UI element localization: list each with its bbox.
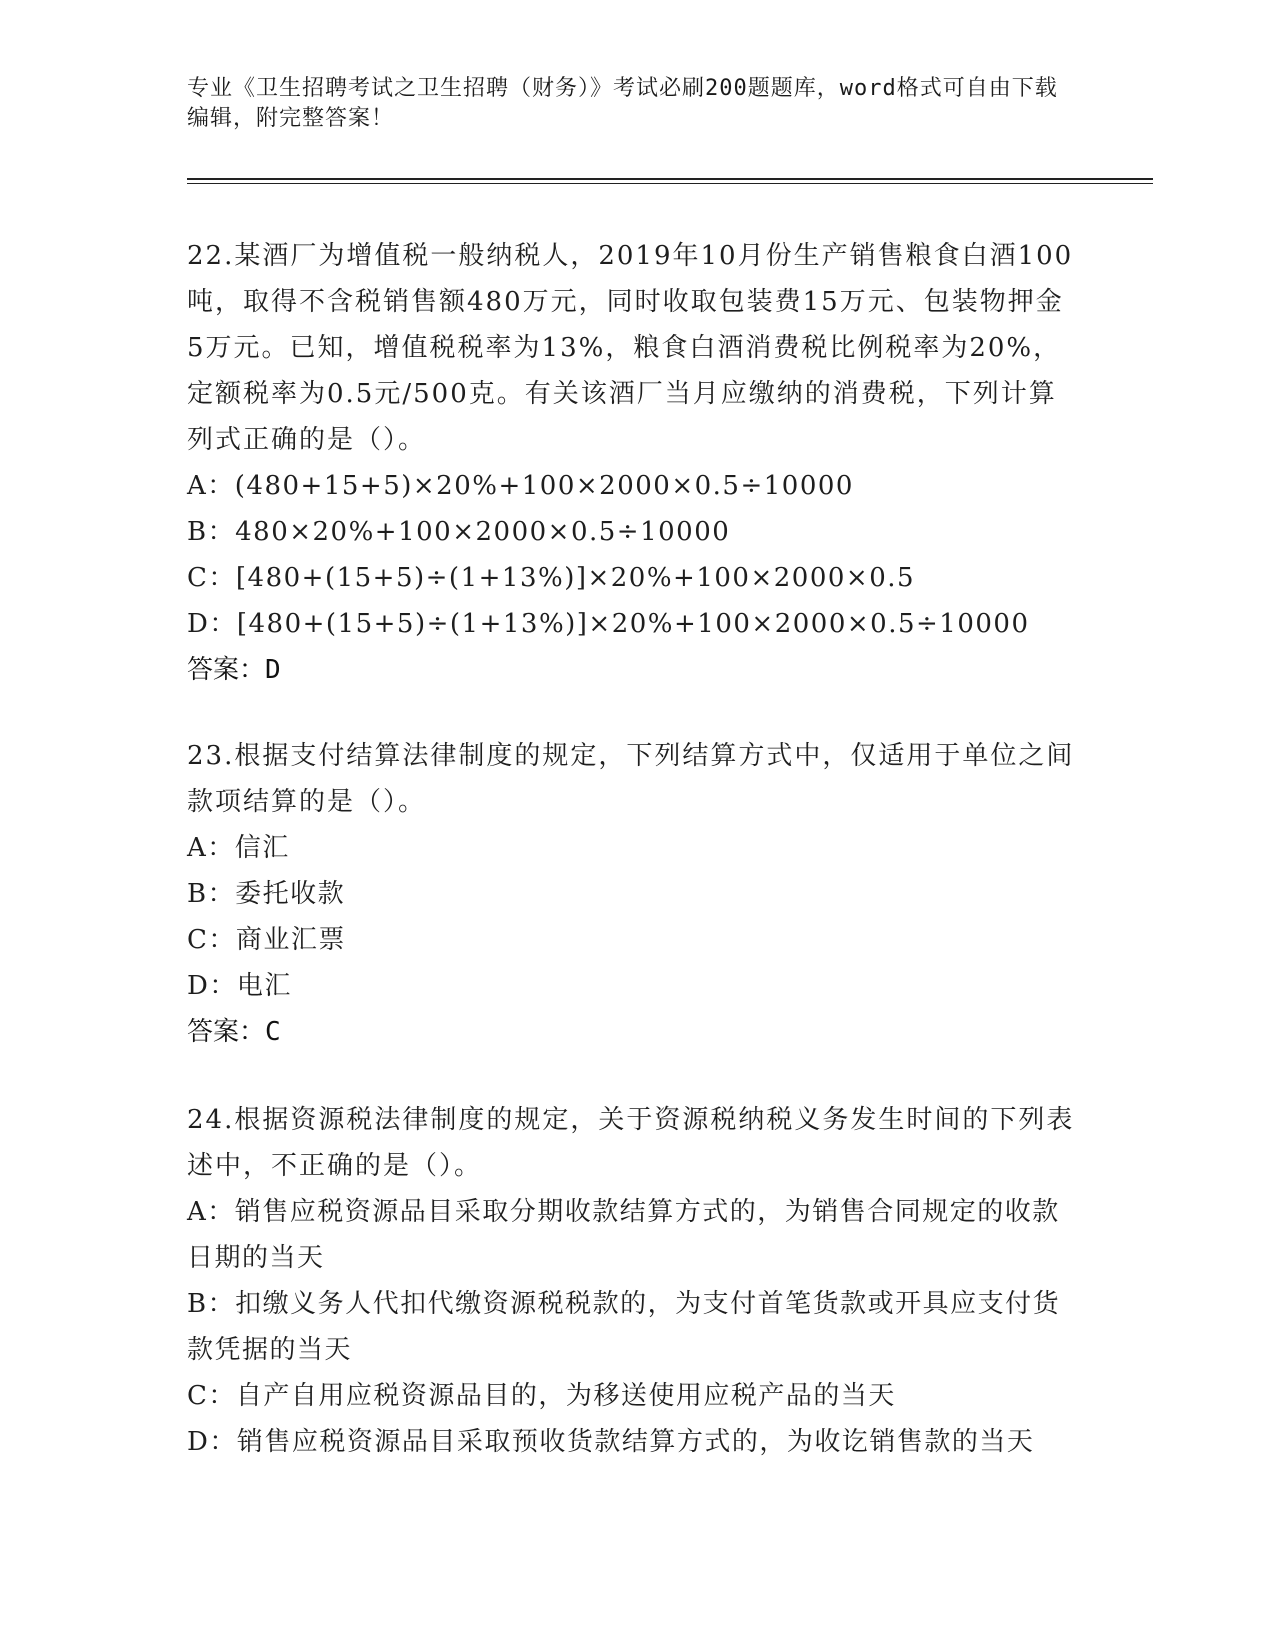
answer-line: 答案：C	[187, 1017, 281, 1047]
question-stem: 24.根据资源税法律制度的规定，关于资源税纳税义务发生时间的下列表述中，不正确的是（）。	[187, 1105, 1075, 1181]
question-23	[187, 733, 1077, 1055]
option-a: A：销售应税资源品目采取分期收款结算方式的，为销售合同规定的收款日期的当天	[187, 1197, 1060, 1273]
header-divider-thick	[187, 178, 1153, 180]
question-stem: 23.根据支付结算法律制度的规定，下列结算方式中，仅适用于单位之间款项结算的是（）。	[187, 741, 1075, 817]
option-b: B：扣缴义务人代扣代缴资源税税款的，为支付首笔货款或开具应支付货款凭据的当天	[187, 1289, 1061, 1365]
header-divider-thin	[187, 183, 1153, 184]
document-header: 专业《卫生招聘考试之卫生招聘（财务）》考试必刷200题题库，word格式可自由下载编辑，附完整答案！	[187, 76, 1058, 131]
option-c: C：自产自用应税资源品目的，为移送使用应税产品的当天	[187, 1381, 896, 1411]
option-d: D：[480+(15+5)÷(1+13%)]×20%+100×2000×0.5÷10000	[187, 609, 1030, 639]
option-d: D：销售应税资源品目采取预收货款结算方式的，为收讫销售款的当天	[187, 1427, 1035, 1457]
answer-line: 答案：D	[187, 655, 281, 685]
option-c: C：[480+(15+5)÷(1+13%)]×20%+100×2000×0.5	[187, 563, 916, 593]
option-b: B：480×20%+100×2000×0.5÷10000	[187, 517, 731, 547]
option-b: B：委托收款	[187, 879, 346, 909]
option-a: A：信汇	[187, 833, 290, 863]
question-22	[187, 233, 1077, 693]
option-d: D：电汇	[187, 971, 292, 1001]
option-c: C：商业汇票	[187, 925, 346, 955]
option-a: A：(480+15+5)×20%+100×2000×0.5÷10000	[187, 471, 854, 501]
question-stem: 22.某酒厂为增值税一般纳税人，2019年10月份生产销售粮食白酒100吨，取得不含税销售额480万元，同时收取包装费15万元、包装物押金5万元。已知，增值税税率为13%，粮食白酒消费税比例税率为20%，定额税率为0.5元/500克。有关该酒厂当月应缴纳的消费税，下列计算列式正确的是（）。	[187, 241, 1074, 455]
question-24	[187, 1097, 1077, 1465]
